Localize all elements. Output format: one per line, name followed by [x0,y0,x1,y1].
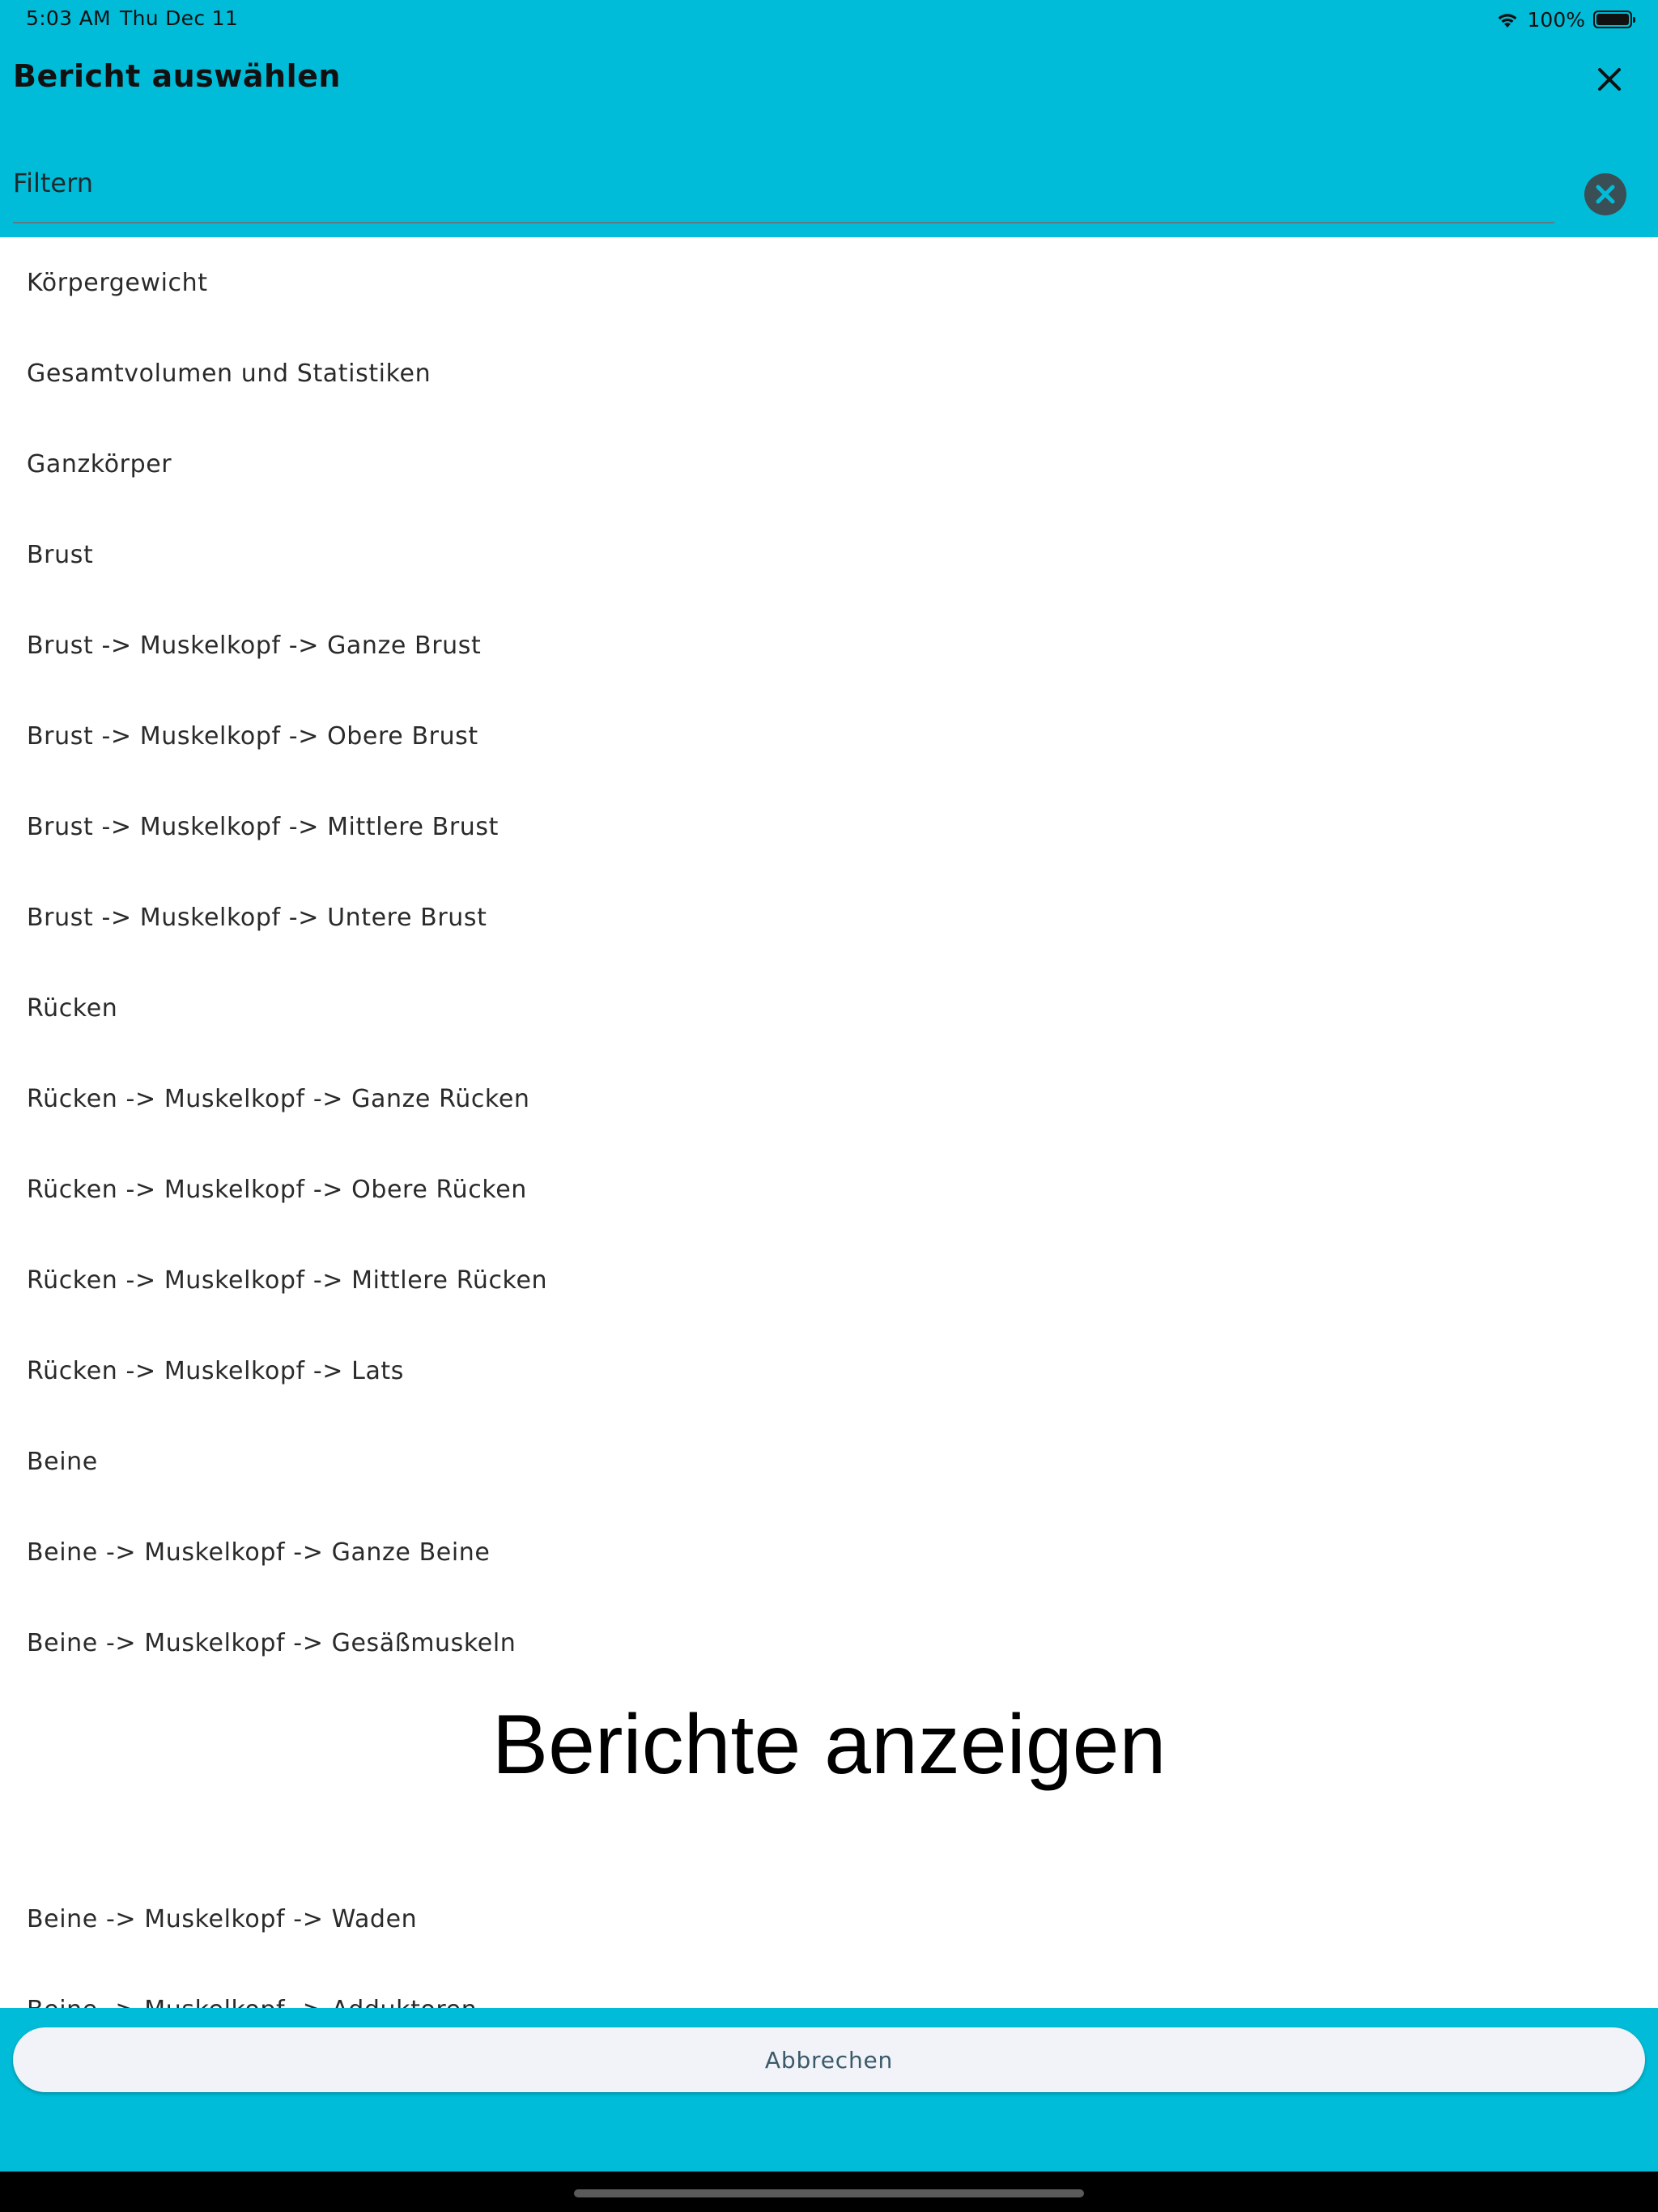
page-title: Bericht auswählen [13,58,341,94]
list-item[interactable]: Brust -> Muskelkopf -> Obere Brust [27,721,478,751]
list-item[interactable]: Beine [27,1447,98,1476]
report-list [0,237,1658,1657]
list-item[interactable]: Ganzkörper [27,449,172,479]
list-item[interactable]: Beine -> Muskelkopf -> Gesäßmuskeln [27,1628,517,1657]
battery-icon [1593,11,1632,28]
list-item[interactable]: Körpergewicht [27,268,208,297]
status-indicators [1495,6,1632,32]
list-item[interactable]: Brust [27,540,94,569]
list-item[interactable]: Rücken [27,993,118,1023]
list-item[interactable]: Beine -> Muskelkopf -> Ganze Beine [27,1538,491,1567]
list-item[interactable]: Rücken -> Muskelkopf -> Obere Rücken [27,1175,527,1204]
clear-filter-icon[interactable] [1584,173,1626,215]
list-item[interactable]: Brust -> Muskelkopf -> Untere Brust [27,903,487,932]
wifi-icon [1495,10,1520,29]
header [0,0,1658,237]
report-list-lower [0,1874,1658,2008]
list-item[interactable]: Rücken -> Muskelkopf -> Mittlere Rücken [27,1266,548,1295]
list-item[interactable]: Rücken -> Muskelkopf -> Lats [27,1356,405,1385]
filter-field [13,146,1554,223]
list-item[interactable]: Rücken -> Muskelkopf -> Ganze Rücken [27,1084,530,1113]
cancel-button[interactable]: Abbrechen [13,2027,1645,2092]
battery-percentage: 100% [1527,7,1585,32]
list-item[interactable]: Beine -> Muskelkopf -> Waden [27,1904,418,1933]
close-icon[interactable] [1593,63,1626,96]
home-indicator [574,2189,1084,2197]
status-time: 5:03 AM [26,6,111,30]
overlay-caption: Berichte anzeigen [491,1698,1167,1792]
list-item[interactable]: Brust -> Muskelkopf -> Mittlere Brust [27,812,500,841]
list-item[interactable]: Brust -> Muskelkopf -> Ganze Brust [27,631,482,660]
home-bar-area [0,2172,1658,2212]
footer [0,2008,1658,2172]
filter-input[interactable] [13,159,1535,207]
list-item[interactable]: Gesamtvolumen und Statistiken [27,359,432,388]
status-date: Thu Dec 11 [120,6,239,30]
